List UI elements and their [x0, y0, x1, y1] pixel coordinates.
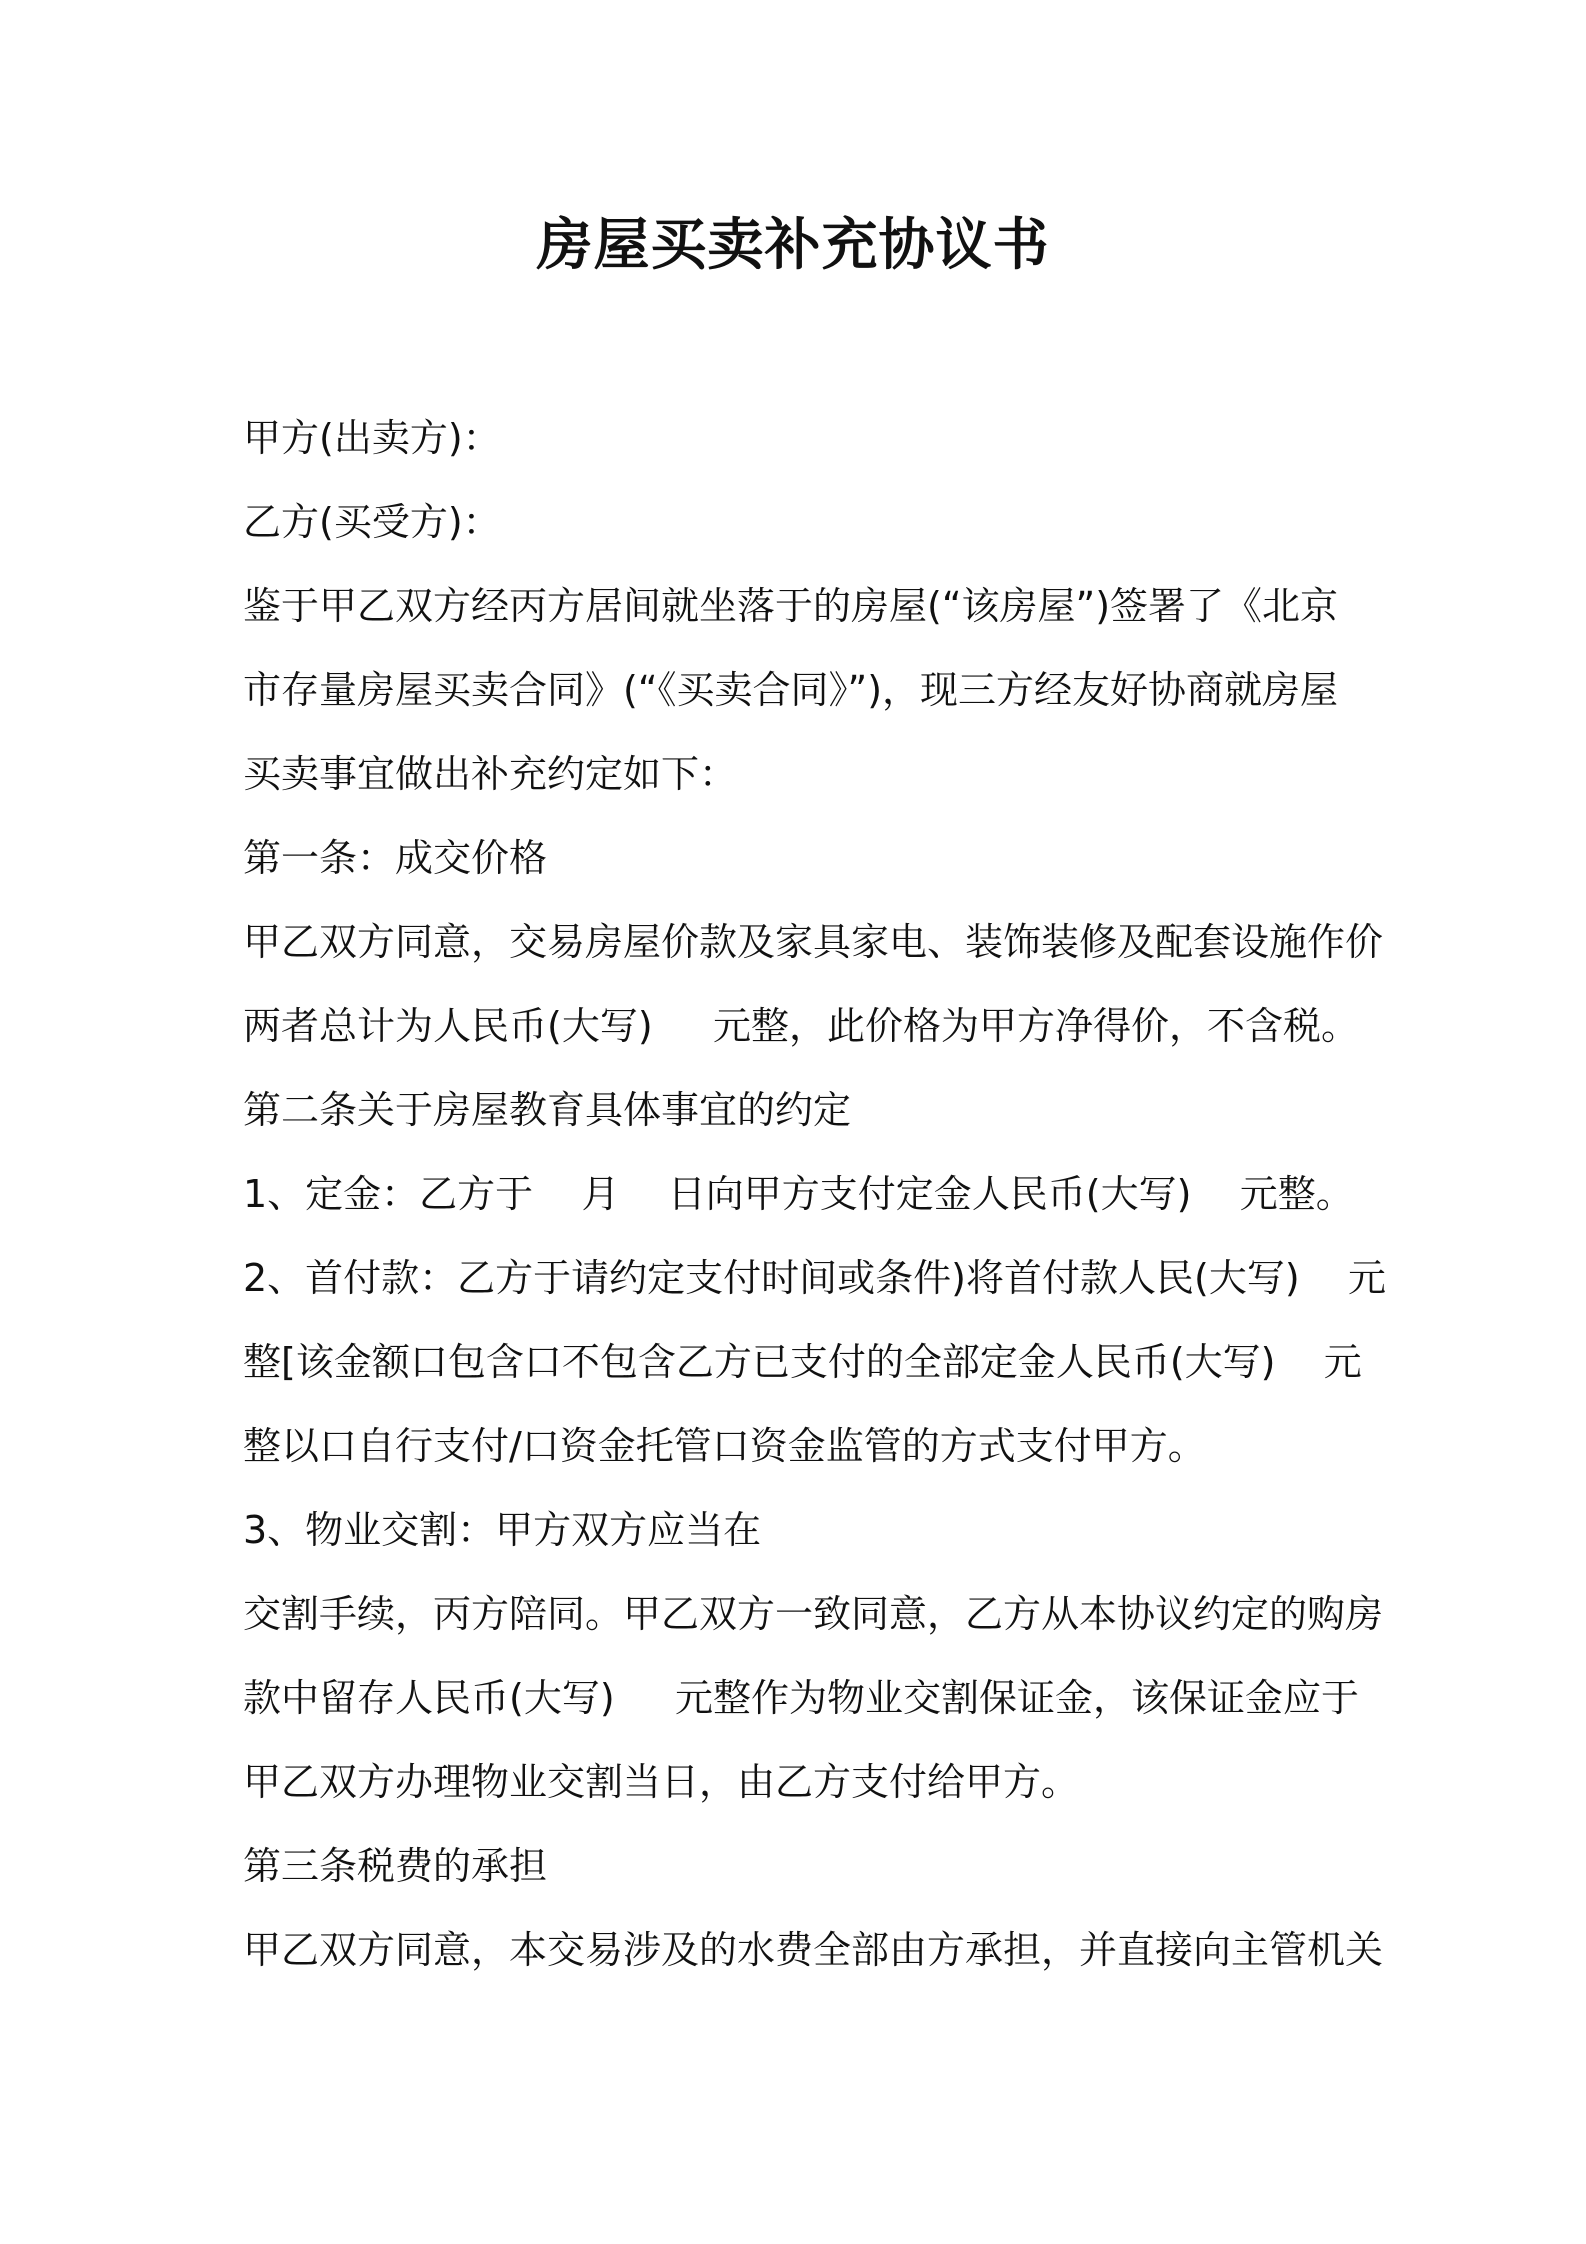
article-3-line-1: 甲乙双方同意，本交易涉及的水费全部由方承担，并直接向主管机关 — [243, 1928, 1384, 1972]
property-handover-heading: 3、物业交割：甲方双方应当在 — [243, 1508, 762, 1552]
article-1-heading: 第一条：成交价格 — [243, 836, 548, 880]
property-handover-line-2: 款中留存人民币(大写) 元整作为物业交割保证金，该保证金应于 — [243, 1676, 1360, 1720]
party-a-line: 甲方(出卖方)： — [243, 416, 501, 460]
article-2-heading: 第二条关于房屋教育具体事宜的约定 — [243, 1088, 852, 1132]
party-b-line: 乙方(买受方)： — [243, 500, 501, 544]
property-handover-line-1: 交割手续，丙方陪同。甲乙双方一致同意，乙方从本协议约定的购房 — [243, 1592, 1384, 1636]
preamble-line-3: 买卖事宜做出补充约定如下： — [243, 752, 738, 796]
property-handover-line-3: 甲乙双方办理物业交割当日，由乙方支付给甲方。 — [243, 1760, 1080, 1804]
preamble-line-1: 鉴于甲乙双方经丙方居间就坐落于的房屋(“该房屋”)签署了《北京 — [243, 584, 1339, 628]
down-payment-line-3: 整以口自行支付/口资金托管口资金监管的方式支付甲方。 — [243, 1424, 1206, 1468]
down-payment-line-1: 2、首付款：乙方于请约定支付时间或条件)将首付款人民(大写) 元 — [243, 1256, 1386, 1300]
deposit-clause: 1、定金：乙方于 月 日向甲方支付定金人民币(大写) 元整。 — [243, 1172, 1354, 1216]
down-payment-line-2: 整[该金额口包含口不包含乙方已支付的全部定金人民币(大写) 元 — [243, 1340, 1362, 1384]
preamble-line-2: 市存量房屋买卖合同》(“《买卖合同》”)，现三方经友好协商就房屋 — [243, 668, 1339, 712]
document-title: 房屋买卖补充协议书 — [536, 213, 1050, 278]
article-1-line-2: 两者总计为人民币(大写) 元整，此价格为甲方净得价，不含税。 — [243, 1004, 1360, 1048]
article-3-heading: 第三条税费的承担 — [243, 1844, 548, 1888]
article-1-line-1: 甲乙双方同意，交易房屋价款及家具家电、装饰装修及配套设施作价 — [243, 920, 1384, 964]
